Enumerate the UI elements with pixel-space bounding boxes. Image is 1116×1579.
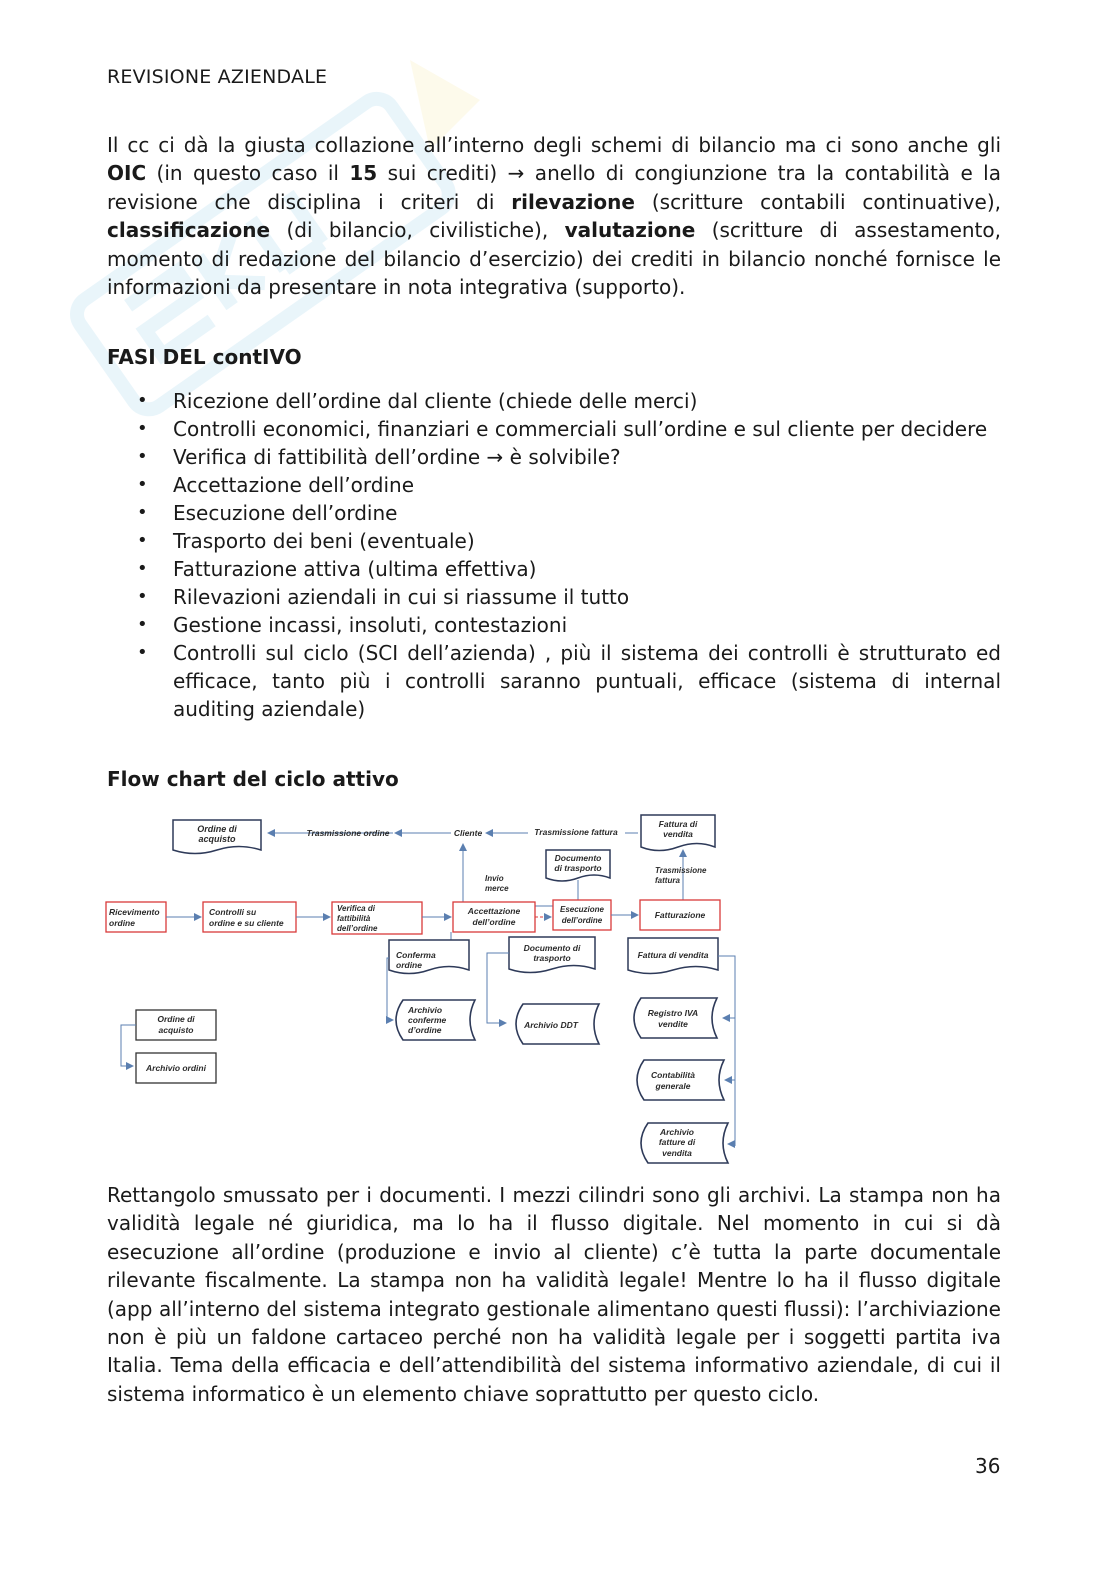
svg-text:trasporto: trasporto <box>533 953 571 963</box>
svg-text:Archivio: Archivio <box>408 1005 443 1015</box>
svg-text:acquisto: acquisto <box>198 834 236 844</box>
archive-registro-iva <box>634 998 717 1038</box>
list-item: • Trasporto dei beni (eventuale) <box>137 529 475 553</box>
doc-ordine-acquisto-top <box>173 820 261 854</box>
svg-text:Esecuzione: Esecuzione <box>559 905 605 914</box>
svg-text:vendita: vendita <box>662 1148 692 1158</box>
svg-text:Ricevimento: Ricevimento <box>109 907 160 917</box>
phases-list <box>107 387 1001 723</box>
svg-text:fattura: fattura <box>655 876 680 885</box>
list-item: • Gestione incassi, insoluti, contestazioni <box>137 613 568 637</box>
list-item: • Accettazione dell’ordine <box>137 473 415 497</box>
svg-text:Archivio DDT: Archivio DDT <box>524 1020 578 1030</box>
list-item: • Verifica di fattibilità dell’ordine → è solvibile? <box>137 445 621 469</box>
svg-text:vendite: vendite <box>658 1019 688 1029</box>
list-item: • Controlli sul ciclo (SCI dell’azienda) , più il sistema dei controlli è strutturato ed efficace, tanto più i controlli saranno puntuali, efficace (sistema di internal auditing aziendale) <box>137 641 1001 721</box>
process-controlli <box>203 902 296 932</box>
doc-fattura-vendita-top <box>641 815 715 851</box>
svg-text:Fattura di: Fattura di <box>658 819 698 829</box>
process-fatturazione <box>640 900 720 930</box>
intro-block <box>107 131 1001 301</box>
svg-text:Conferma: Conferma <box>396 950 436 960</box>
process-verifica <box>332 902 422 934</box>
svg-text:d’ordine: d’ordine <box>408 1025 442 1035</box>
svg-text:Registro IVA: Registro IVA <box>647 1008 699 1018</box>
process-ricevimento-ordine <box>106 902 166 932</box>
bullet-icon: • <box>137 446 148 467</box>
closing-block <box>107 1181 1001 1408</box>
bullet-icon: • <box>137 586 148 607</box>
svg-text:ordine: ordine <box>109 918 135 928</box>
list-item: • Ricezione dell’ordine dal cliente (chiede delle merci) <box>137 389 698 413</box>
bullet-icon: • <box>137 418 148 439</box>
svg-text:Accettazione: Accettazione <box>467 906 521 916</box>
label-trasmissione-fattura-v: Trasmissione <box>655 866 707 875</box>
svg-text:ordine e su cliente: ordine e su cliente <box>209 918 284 928</box>
list-item: • Controlli economici, finanziari e commerciali sull’ordine e sul cliente per decidere <box>137 417 988 441</box>
closing-paragraph: Rettangolo smussato per i documenti. I mezzi cilindri sono gli archivi. La stampa non ha validità legale né giuridica, ma lo ha il flusso digitale. Nel momento in cui si dà esecuzione all’ordine (produzione e invio al cliente) c’è tutta la parte documentale rilevante fiscalmente. La stampa non ha validità legale! Mentre lo ha il flusso digitale (app all’interno del sistema integrato gestionale alimentano questi flussi): l’archiviazione non è più un faldone cartaceo perché non ha validità legale per i soggetti partita iva Italia. Tema della efficacia e dell’attendibilità del sistema informativo aziendale, di cui il sistema informatico è un elemento chiave soprattutto per questo ciclo. <box>107 1183 1001 1406</box>
svg-text:Ordine di: Ordine di <box>157 1014 195 1024</box>
svg-text:conferme: conferme <box>408 1015 447 1025</box>
doc-documento-trasporto <box>509 937 595 973</box>
svg-text:vendita: vendita <box>663 829 693 839</box>
svg-text:dell’ordine: dell’ordine <box>337 924 378 933</box>
doc-documento-trasporto-top <box>546 850 610 881</box>
bullet-icon: • <box>137 642 148 663</box>
list-item: • Fatturazione attiva (ultima effettiva) <box>137 557 537 581</box>
svg-text:Archivio ordini: Archivio ordini <box>146 1063 206 1073</box>
bullet-icon: • <box>137 390 148 411</box>
svg-text:Ordine di: Ordine di <box>197 824 237 834</box>
archive-conferme-ordine <box>396 1000 475 1040</box>
svg-text:fattibilità: fattibilità <box>337 914 371 923</box>
process-esecuzione <box>553 900 611 930</box>
doc-conferma-ordine <box>389 940 469 974</box>
flowchart-diagram <box>103 808 753 1168</box>
right-arrow-icon: → <box>507 161 525 186</box>
svg-text:ordine: ordine <box>396 960 422 970</box>
process-accettazione <box>453 902 535 932</box>
svg-text:di trasporto: di trasporto <box>554 863 602 873</box>
svg-text:Documento: Documento <box>554 853 602 863</box>
doc-fattura-di-vendita <box>628 938 718 974</box>
svg-text:fatture di: fatture di <box>658 1137 696 1147</box>
label-trasmissione-fattura: Trasmissione fattura <box>534 827 618 837</box>
label-invio-merce: Invio <box>485 874 504 883</box>
svg-text:Controlli su: Controlli su <box>209 907 257 917</box>
svg-text:merce: merce <box>485 884 509 893</box>
label-cliente: Cliente <box>453 828 483 838</box>
bullet-icon: • <box>137 614 148 635</box>
svg-text:Fattura di vendita: Fattura di vendita <box>637 950 709 960</box>
svg-text:dell’ordine: dell’ordine <box>472 917 516 927</box>
svg-text:acquisto: acquisto <box>158 1025 194 1035</box>
label-trasmissione-ordine: Trasmissione ordine <box>306 828 390 838</box>
svg-text:Contabilità: Contabilità <box>651 1070 695 1080</box>
svg-text:Documento di: Documento di <box>523 943 581 953</box>
list-item: • Esecuzione dell’ordine <box>137 501 398 525</box>
bullet-icon: • <box>137 558 148 579</box>
flowchart-heading: Flow chart del ciclo attivo <box>107 767 399 791</box>
svg-text:Verifica di: Verifica di <box>337 904 375 913</box>
archive-ddt <box>516 1004 599 1044</box>
box-ordine-acquisto-left <box>136 1010 216 1040</box>
phases-heading: FASI DEL contIVO <box>107 345 302 369</box>
svg-text:dell’ordine: dell’ordine <box>561 916 603 925</box>
svg-text:Archivio: Archivio <box>659 1127 695 1137</box>
archive-contabilita-generale <box>637 1060 724 1100</box>
list-item: • Rilevazioni aziendali in cui si riassume il tutto <box>137 585 630 609</box>
bullet-icon: • <box>137 530 148 551</box>
archive-fatture-vendita <box>641 1123 728 1163</box>
svg-text:generale: generale <box>655 1081 691 1091</box>
running-head: REVISIONE AZIENDALE <box>107 66 328 88</box>
svg-text:Fatturazione: Fatturazione <box>654 910 706 920</box>
intro-paragraph: Il cc ci dà la giusta collazione all’interno degli schemi di bilancio ma ci sono anche gli OIC (in questo caso il 15 sui crediti) → anello di congiunzione tra la contabilità e la revisione che disciplina i criteri di rilevazione (scritture contabili continuative), classificazione (di bilancio, civilistiche), valutazione (scritture di assestamento, momento di redazione del bilancio d’esercizio) dei crediti in bilancio nonché fornisce le informazioni da presentare in nota integrativa (supporto). <box>107 133 1001 300</box>
bullet-icon: • <box>137 474 148 495</box>
page-number: 36 <box>975 1454 1001 1478</box>
box-archivio-ordini <box>136 1053 216 1083</box>
bullet-icon: • <box>137 502 148 523</box>
